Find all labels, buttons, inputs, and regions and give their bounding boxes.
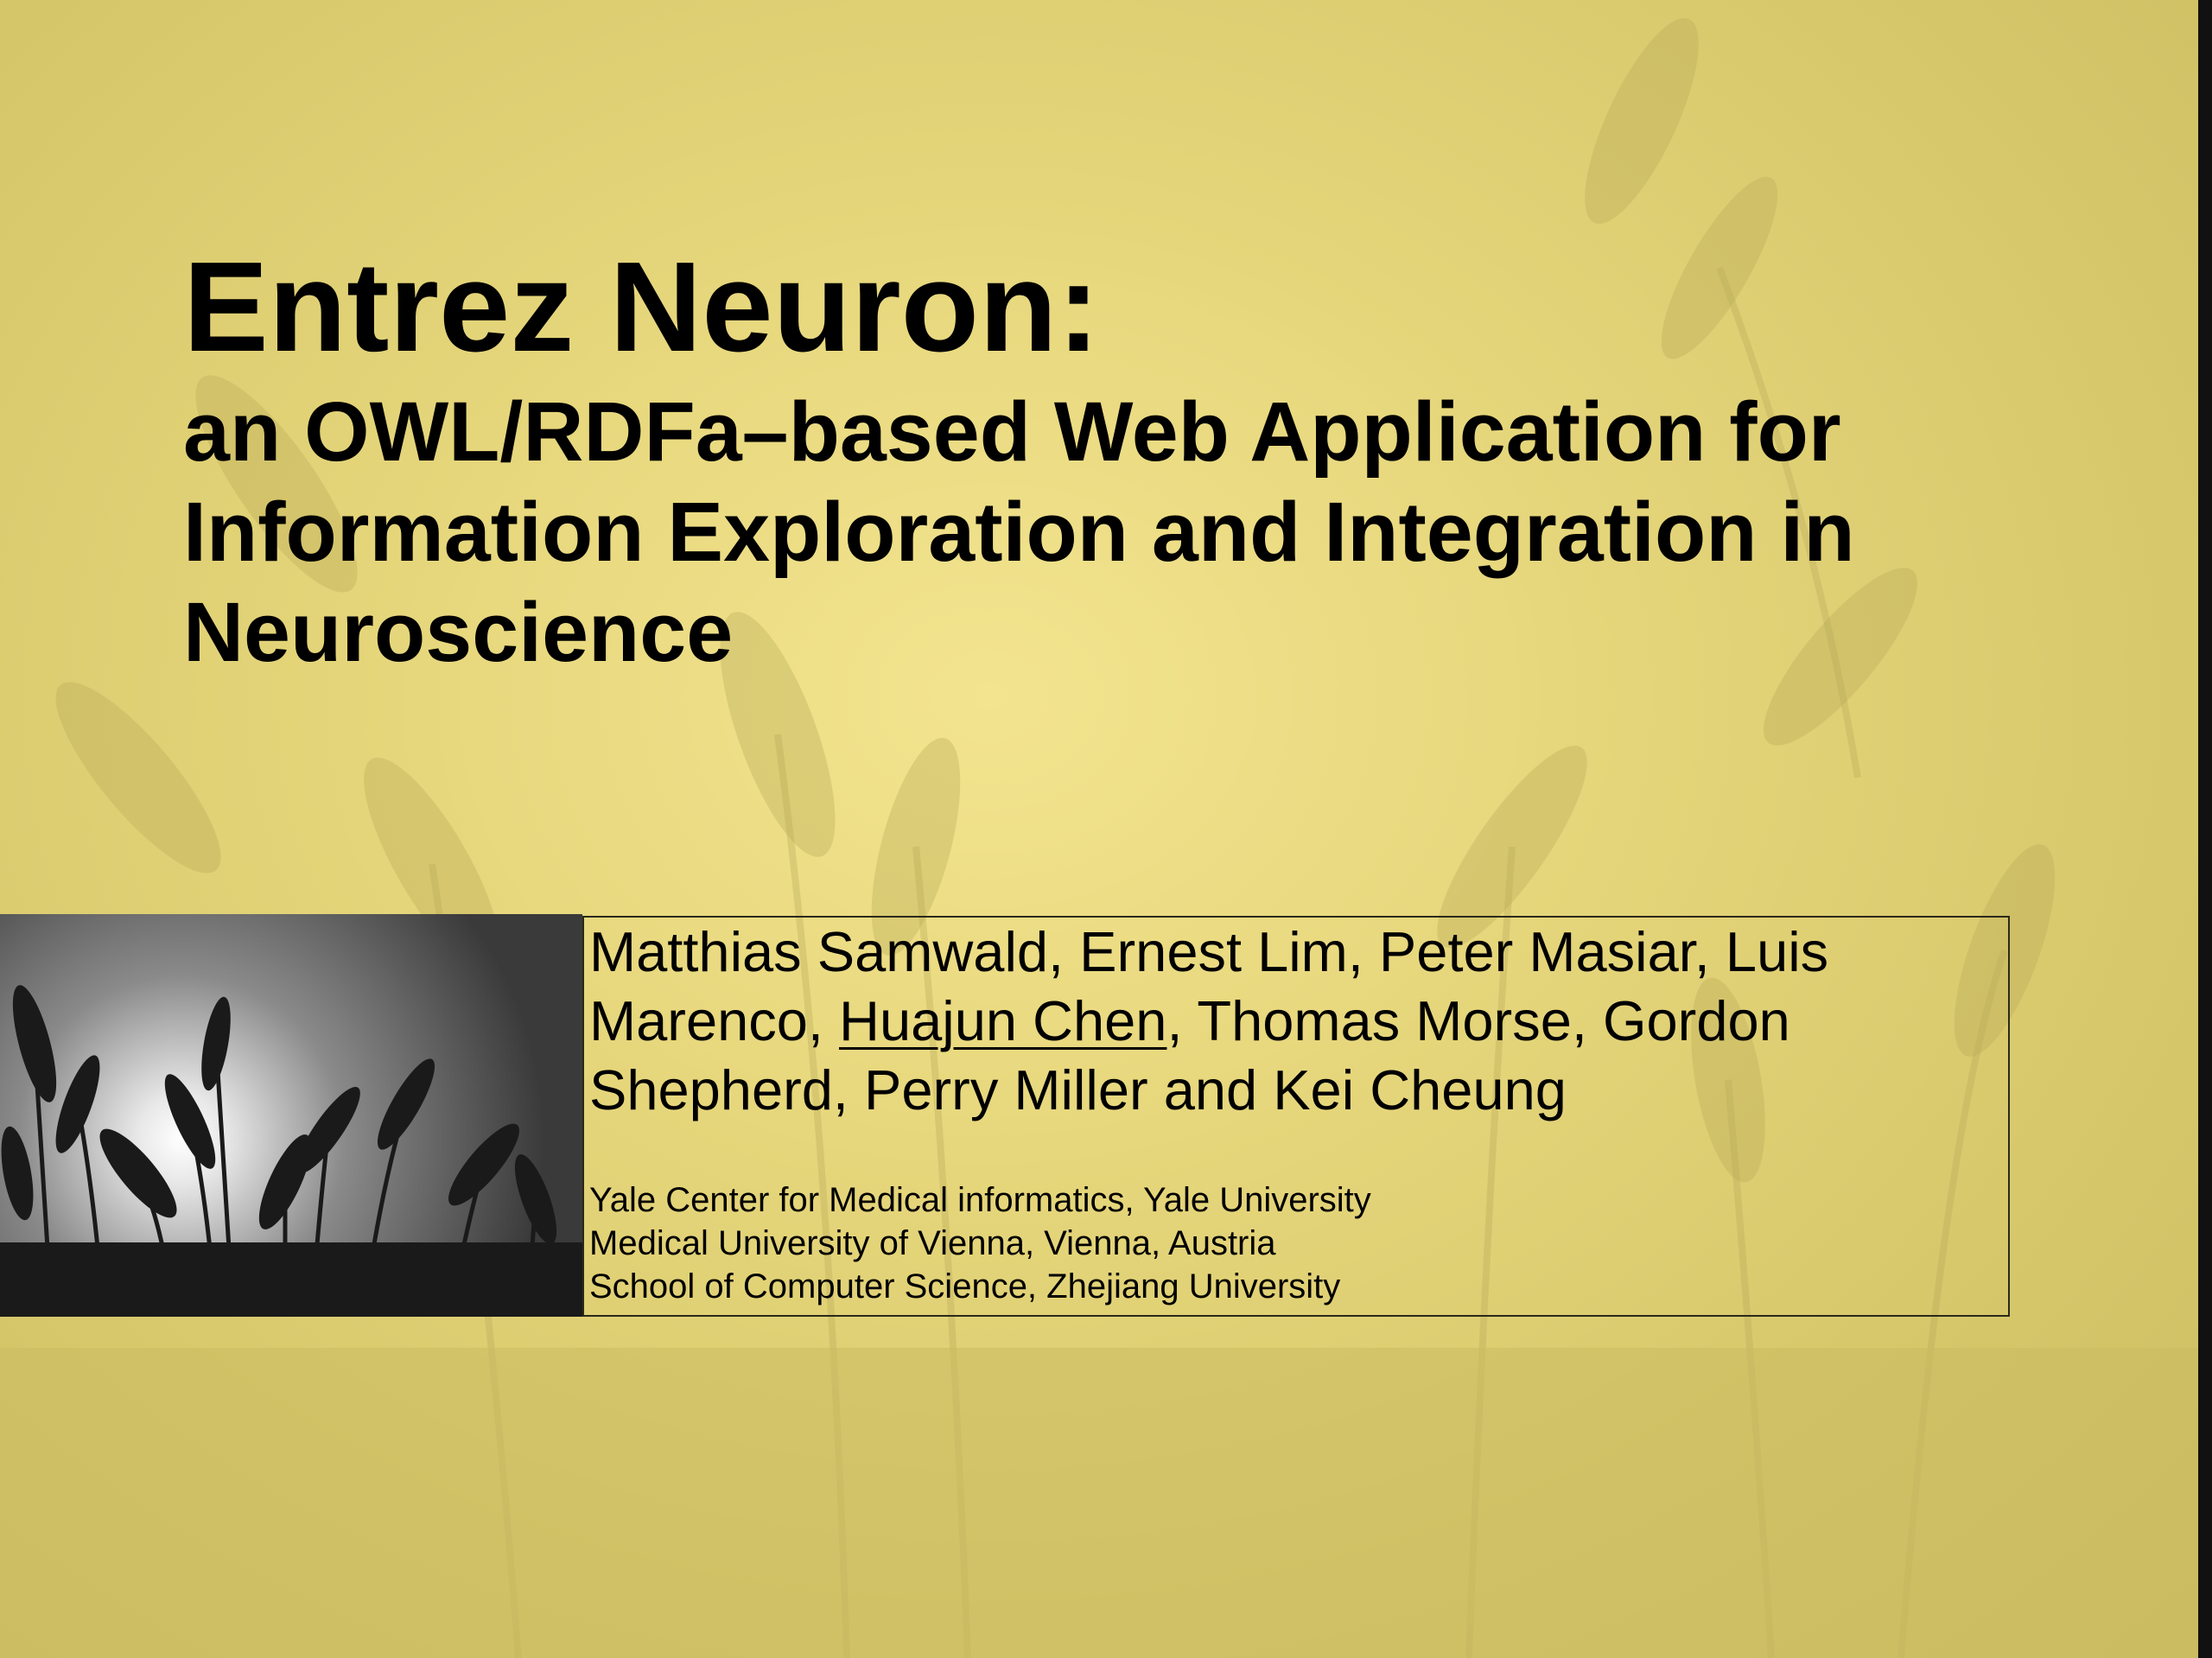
authors-part-1: Matthias Samwald, Ernest Lim, Peter Masiar, Luis Marenco, <box>589 920 1829 1052</box>
affiliation-yale: Yale Center for Medical informatics, Yale University <box>589 1181 1371 1219</box>
presenter-name: Huajun Chen <box>839 989 1167 1052</box>
title-block <box>183 233 2041 683</box>
authors-part-2: , Thomas Morse, Gordon Shepherd, Perry Miller and Kei Cheung <box>589 989 1790 1121</box>
wheat-photo <box>0 914 582 1317</box>
affiliation-list <box>589 1178 2008 1308</box>
affiliation-zhejiang: School of Computer Science, Zhejiang University <box>589 1267 1341 1305</box>
right-edge-border <box>2198 0 2212 1658</box>
author-list <box>589 918 2008 1125</box>
slide-subtitle: an OWL/RDFa–based Web Application for Information Exploration and Integration in Neuroscience <box>183 384 1855 679</box>
slide-title: Entrez Neuron: <box>183 236 1100 378</box>
author-box <box>582 916 2010 1317</box>
affiliation-vienna: Medical University of Vienna, Vienna, Austria <box>589 1224 1276 1262</box>
